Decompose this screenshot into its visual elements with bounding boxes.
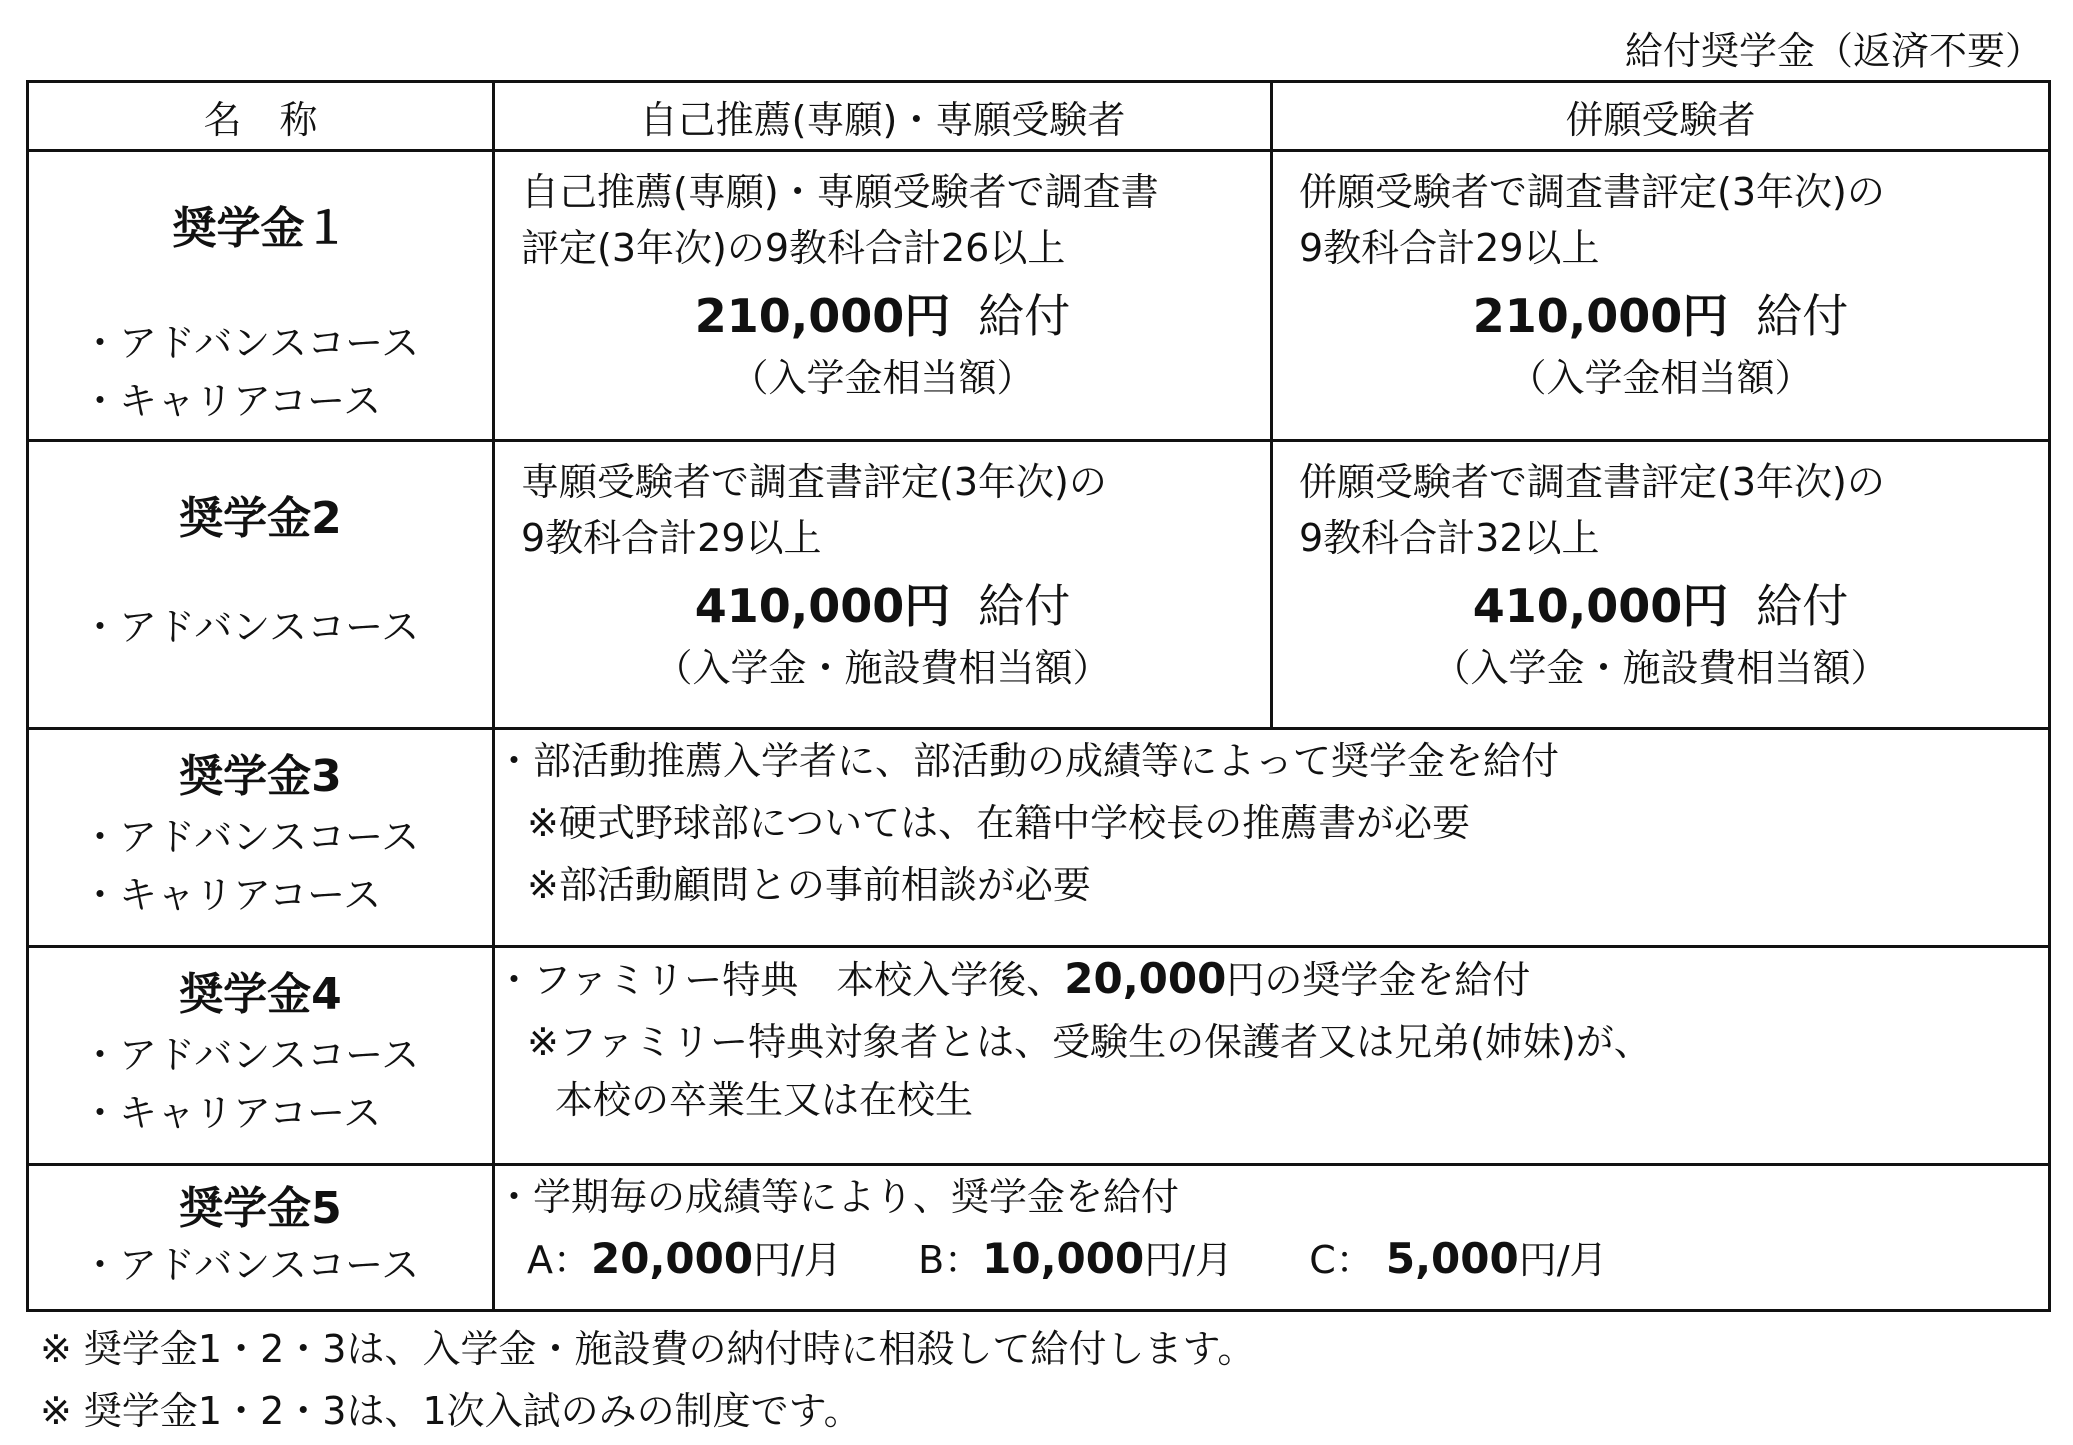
condition-line: 併願受験者で調査書評定(3年次)の: [1299, 460, 1885, 504]
footnote: ※ 奨学金1・2・3は、1次入試のみの制度です。: [40, 1389, 862, 1433]
header-name: 名 称: [28, 82, 494, 151]
course-label: ・アドバンスコース: [81, 1243, 420, 1287]
condition-line: 専願受験者で調査書評定(3年次)の: [521, 460, 1107, 504]
description-line: ※部活動顧問との事前相談が必要: [527, 863, 1091, 907]
scholarship-name-cell: [28, 151, 494, 441]
condition-cell: [1272, 151, 2050, 441]
rate-unit: 円/月: [1144, 1238, 1234, 1282]
amount: 410,000円: [1472, 579, 1729, 633]
description-cell: [494, 1165, 2050, 1311]
rate-label: A：: [527, 1238, 591, 1282]
description-line: ・学期毎の成績等により、奨学金を給付: [495, 1175, 1180, 1219]
condition-cell: [1272, 441, 2050, 729]
rate-label: B：: [918, 1238, 983, 1282]
scholarship-name: 奨学金2: [179, 493, 342, 544]
rate-label: C：: [1309, 1238, 1386, 1282]
condition-line: 評定(3年次)の9教科合計26以上: [521, 226, 1066, 270]
scholarship-name-cell: [28, 947, 494, 1165]
scholarship-name: 奨学金4: [179, 969, 342, 1020]
header-senkan: 自己推薦(専願)・専願受験者: [494, 82, 1272, 151]
amount: 5,000: [1385, 1234, 1519, 1283]
description-cell: [494, 729, 2050, 947]
description-line: ※硬式野球部については、在籍中学校長の推薦書が必要: [527, 801, 1471, 845]
amount-note: （入学金・施設費相当額）: [654, 646, 1111, 690]
scholarship-table: [26, 80, 2051, 1312]
scholarship-name: 奨学金3: [179, 751, 342, 802]
scholarship-name-cell: [28, 729, 494, 947]
condition-cell: [494, 151, 1272, 441]
course-label: ・キャリアコース: [81, 873, 382, 917]
course-label: ・キャリアコース: [81, 379, 382, 423]
amount: 210,000円: [694, 289, 951, 343]
description-cell: [494, 947, 2050, 1165]
amount: 210,000円: [1472, 289, 1729, 343]
table-row: [28, 1165, 2050, 1311]
description-line: [495, 948, 2048, 1011]
top-label: 給付奨学金（返済不要）: [1624, 29, 2043, 73]
table-row: [28, 441, 2050, 729]
description-text: 円の奨学金を給付: [1226, 958, 1531, 1002]
description-line: 本校の卒業生又は在校生: [555, 1078, 974, 1122]
description-line: ※ファミリー特典対象者とは、受験生の保護者又は兄弟(姉妹)が、: [527, 1020, 1652, 1064]
table-row: [28, 729, 2050, 947]
scholarship-name-cell: [28, 441, 494, 729]
rate-unit: 円/月: [1518, 1238, 1608, 1282]
amount: 10,000: [982, 1234, 1145, 1283]
condition-line: 自己推薦(専願)・専願受験者で調査書: [521, 170, 1159, 214]
kyufu-label: 給付: [1756, 579, 1849, 633]
amount-note: （入学金・施設費相当額）: [1432, 646, 1889, 690]
table-row: [28, 151, 2050, 441]
header-heigan: 併願受験者: [1272, 82, 2050, 151]
course-label: ・アドバンスコース: [81, 605, 420, 649]
condition-cell: [494, 441, 1272, 729]
description-line: ・部活動推薦入学者に、部活動の成績等によって奨学金を給付: [495, 739, 1560, 783]
course-label: ・アドバンスコース: [81, 321, 420, 365]
condition-line: 併願受験者で調査書評定(3年次)の: [1299, 170, 1885, 214]
scholarship-name-cell: [28, 1165, 494, 1311]
amount: 410,000円: [694, 579, 951, 633]
kyufu-label: 給付: [1756, 289, 1849, 343]
scholarship-name: 奨学金１: [172, 203, 349, 254]
table-header-row: [28, 82, 2050, 151]
condition-line: 9教科合計32以上: [1299, 516, 1600, 560]
amount: 20,000: [1064, 954, 1227, 1003]
course-label: ・アドバンスコース: [81, 815, 420, 859]
kyufu-label: 給付: [978, 579, 1071, 633]
amount: 20,000: [591, 1234, 754, 1283]
rate-unit: 円/月: [753, 1238, 842, 1282]
course-label: ・キャリアコース: [81, 1091, 382, 1135]
rate-line: [495, 1228, 2048, 1291]
amount-note: （入学金相当額）: [1508, 356, 1813, 400]
condition-line: 9教科合計29以上: [1299, 226, 1600, 270]
footnote: ※ 奨学金1・2・3は、入学金・施設費の納付時に相殺して給付します。: [40, 1327, 1256, 1371]
scholarship-name: 奨学金5: [179, 1183, 342, 1234]
condition-line: 9教科合計29以上: [521, 516, 822, 560]
course-label: ・アドバンスコース: [81, 1033, 420, 1077]
kyufu-label: 給付: [978, 289, 1071, 343]
amount-note: （入学金相当額）: [730, 356, 1035, 400]
description-text: ・ファミリー特典 本校入学後、: [495, 958, 1065, 1002]
table-row: [28, 947, 2050, 1165]
